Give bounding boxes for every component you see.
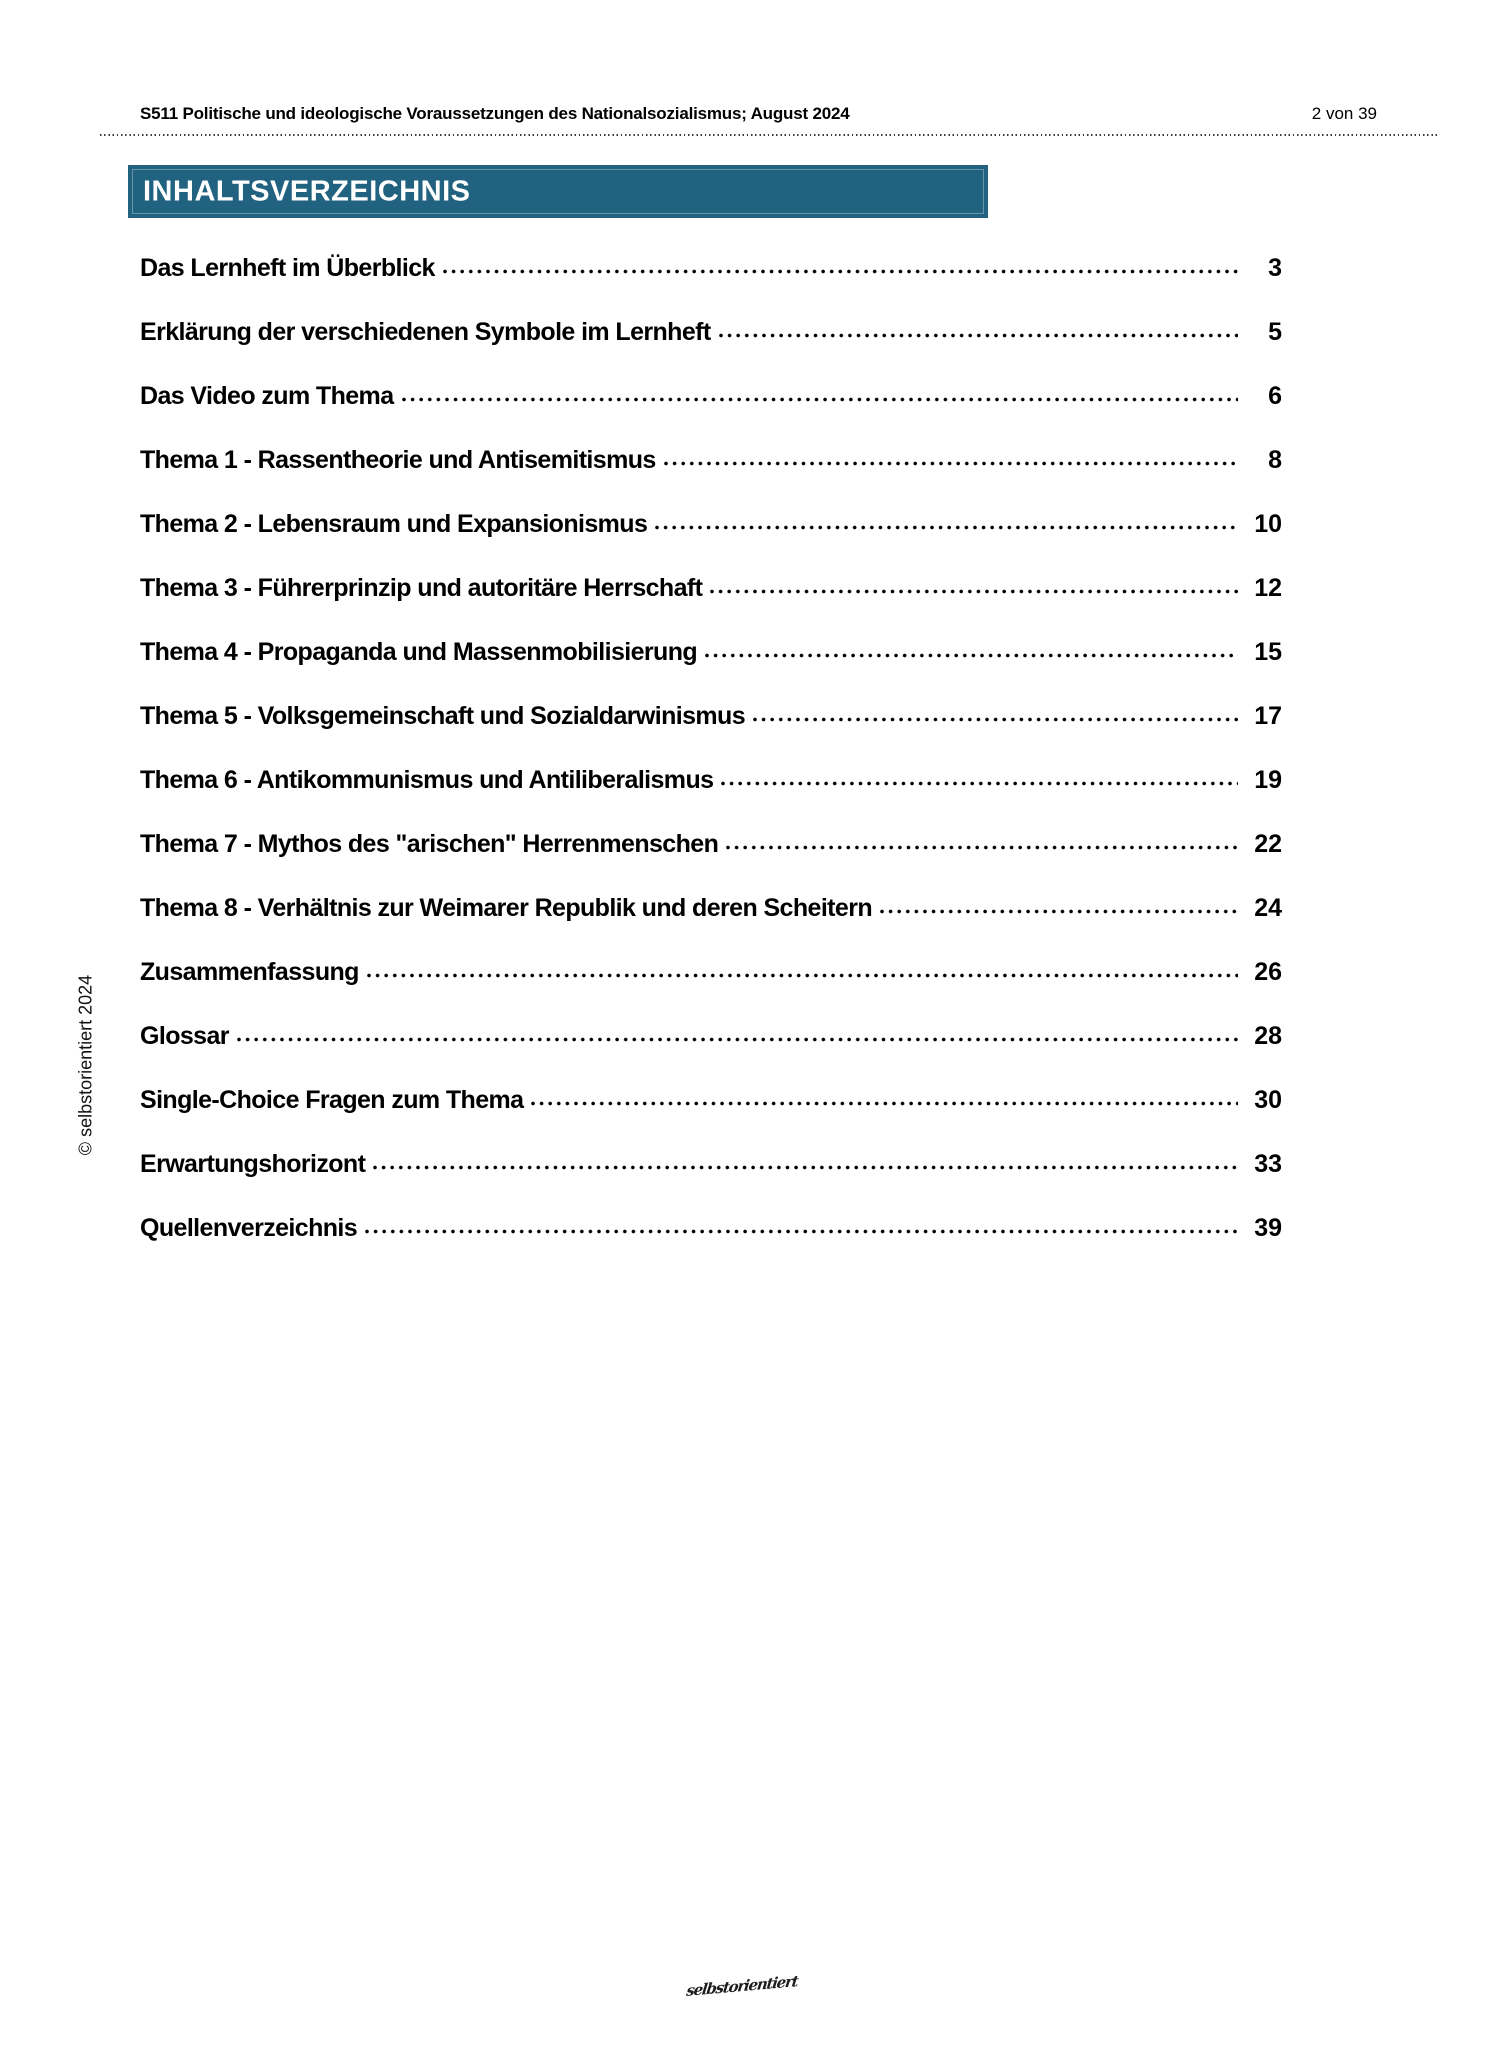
toc-banner-title: INHALTSVERZEICHNIS: [143, 175, 471, 207]
toc-entry-page-number: 28: [1254, 1021, 1282, 1050]
toc-entry-page-number: 30: [1254, 1085, 1282, 1114]
toc-entry-page-number: 5: [1268, 317, 1282, 346]
toc-entry-label: Thema 2 - Lebensraum und Expansionismus: [140, 509, 648, 538]
toc-entry-page-number: 3: [1268, 253, 1282, 282]
toc-row: [140, 1196, 1282, 1260]
toc-entry-page-number: 26: [1254, 957, 1282, 986]
toc-entry-label: Glossar: [140, 1021, 229, 1050]
toc-entry-label: Single-Choice Fragen zum Thema: [140, 1085, 524, 1114]
toc-dot-leader: [402, 397, 1239, 402]
toc-dot-leader: [443, 269, 1238, 274]
toc-entry-label: Das Lernheft im Überblick: [140, 253, 435, 282]
toc-banner: [128, 165, 988, 218]
toc-row: [140, 1068, 1282, 1132]
toc-entry-page-number: 17: [1254, 701, 1282, 730]
toc-dot-leader: [367, 973, 1238, 978]
toc-row: [140, 1004, 1282, 1068]
toc-entry-label: Thema 4 - Propaganda und Massenmobilisierung: [140, 637, 698, 666]
toc-entry-label: Thema 7 - Mythos des "arischen" Herrenmenschen: [140, 829, 719, 858]
toc-dot-leader: [719, 333, 1238, 338]
toc-row: [140, 748, 1282, 812]
toc-dot-leader: [705, 653, 1238, 658]
toc-dot-leader: [726, 845, 1238, 850]
toc-entry-label: Thema 3 - Führerprinzip und autoritäre Herrschaft: [140, 573, 703, 602]
toc-entry-label: Das Video zum Thema: [140, 381, 394, 410]
toc-dot-leader: [880, 909, 1238, 914]
toc-dot-leader: [531, 1101, 1238, 1106]
toc-row: [140, 684, 1282, 748]
toc-dot-leader: [237, 1037, 1238, 1042]
toc-row: [140, 556, 1282, 620]
toc-row: [140, 1132, 1282, 1196]
toc-entry-page-number: 6: [1268, 381, 1282, 410]
toc-dot-leader: [373, 1165, 1238, 1170]
toc-entry-label: Zusammenfassung: [140, 957, 359, 986]
toc-entry-label: Thema 6 - Antikommunismus und Antiliberalismus: [140, 765, 714, 794]
toc-entry-page-number: 33: [1254, 1149, 1282, 1178]
toc-row: [140, 940, 1282, 1004]
toc-row: [140, 364, 1282, 428]
brand-signature: selbstorientiert: [685, 1972, 799, 2000]
toc-dot-leader: [710, 589, 1238, 594]
toc-entry-page-number: 19: [1254, 765, 1282, 794]
toc-entry-label: Quellenverzeichnis: [140, 1213, 358, 1242]
toc-row: [140, 236, 1282, 300]
toc-dot-leader: [655, 525, 1238, 530]
toc-row: [140, 812, 1282, 876]
toc-entry-page-number: 22: [1254, 829, 1282, 858]
toc-entry-label: Thema 8 - Verhältnis zur Weimarer Republik und deren Scheitern: [140, 893, 872, 922]
toc-entry-label: Erklärung der verschiedenen Symbole im Lernheft: [140, 317, 711, 346]
toc-entry-label: Erwartungshorizont: [140, 1149, 366, 1178]
toc-row: [140, 620, 1282, 684]
toc-dot-leader: [753, 717, 1238, 722]
toc-dot-leader: [365, 1229, 1238, 1234]
vertical-copyright-text: © selbstorientiert 2024: [75, 974, 96, 1156]
toc-entry-page-number: 8: [1268, 445, 1282, 474]
toc-dot-leader: [721, 781, 1238, 786]
toc-entry-label: Thema 1 - Rassentheorie und Antisemitismus: [140, 445, 656, 474]
toc-entry-page-number: 10: [1254, 509, 1282, 538]
toc-dot-leader: [664, 461, 1238, 466]
toc-entry-page-number: 15: [1254, 637, 1282, 666]
page-header: [140, 104, 1377, 124]
toc-entry-label: Thema 5 - Volksgemeinschaft und Sozialdarwinismus: [140, 701, 746, 730]
toc-entry-page-number: 24: [1254, 893, 1282, 922]
header-document-title: S511 Politische und ideologische Voraussetzungen des Nationalsozialismus; August 2024: [140, 104, 850, 123]
toc-entry-page-number: 39: [1254, 1213, 1282, 1242]
toc-entry-page-number: 12: [1254, 573, 1282, 602]
toc-row: [140, 428, 1282, 492]
header-divider-line: [100, 134, 1440, 136]
toc-row: [140, 492, 1282, 556]
header-page-indicator: 2 von 39: [1311, 104, 1377, 123]
toc-row: [140, 876, 1282, 940]
toc-row: [140, 300, 1282, 364]
toc-list: [140, 236, 1282, 1260]
